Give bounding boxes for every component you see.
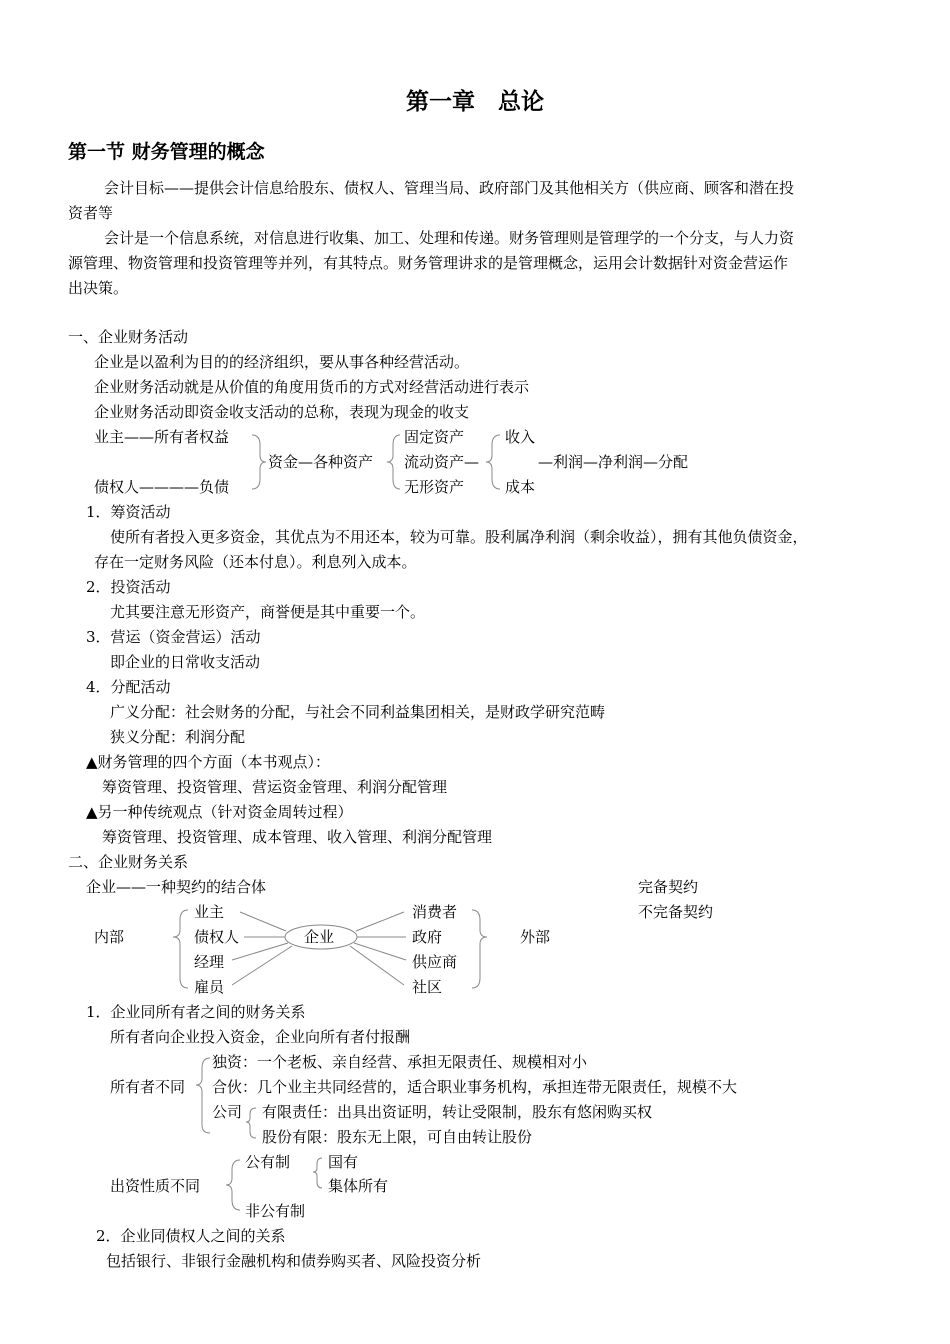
page-title: 第一章 总论	[406, 88, 544, 115]
partnership: 合伙：几个业主共同经营的，适合职业事务机构，承担连带无限责任，规模不大	[212, 1078, 738, 1096]
enterprise-node: 企业	[304, 928, 335, 946]
note1-line: 筹资管理、投资管理、营运资金管理、利润分配管理	[102, 778, 448, 796]
s1-heading: 1．企业同所有者之间的财务关系	[86, 1003, 306, 1021]
link-consumer	[356, 912, 404, 931]
external-government: 政府	[412, 928, 443, 946]
item-2-line-1: 尤其要注意无形资产，商誉便是其中重要一个。	[110, 603, 426, 621]
enterprise-ellipse	[285, 925, 357, 949]
intro-line-2: 资者等	[68, 204, 114, 222]
link-community	[350, 946, 404, 985]
contract-line: 企业——一种契约的结合体	[86, 878, 267, 896]
internal-creditor: 债权人	[194, 928, 240, 946]
item-1-line-2: 存在一定财务风险（还本付息）。利息列入成本。	[94, 553, 417, 571]
flow-creditor: 债权人————负债	[94, 478, 230, 496]
brace-public-types	[313, 1158, 322, 1188]
brace-external	[472, 910, 487, 988]
item-4-heading: 4．分配活动	[86, 678, 171, 696]
item-1-line-1: 使所有者投入更多资金，其优点为不用还本，较为可靠。股利属净利润（剩余收益），拥有其他负债资金，	[110, 528, 808, 546]
intro-line-5: 出决策。	[68, 279, 129, 297]
joint-stock: 股份有限：股东无上限，可自由转让股份	[262, 1128, 533, 1146]
nature-diff: 出资性质不同	[110, 1177, 201, 1195]
brace-assets	[387, 435, 400, 489]
public-ownership: 公有制	[245, 1153, 291, 1171]
brace-internal	[173, 910, 188, 988]
internal-manager: 经理	[194, 953, 225, 971]
part1-line-2: 企业财务活动就是从价值的角度用货币的方式对经营活动进行表示	[94, 378, 530, 396]
flow-current-assets: 流动资产—	[404, 453, 480, 471]
brace-owner-types	[196, 1058, 210, 1133]
flow-owner: 业主——所有者权益	[94, 428, 230, 446]
section-title: 第一节 财务管理的概念	[68, 141, 265, 163]
flow-income: 收入	[505, 428, 536, 446]
link-owner	[240, 912, 286, 931]
external-supplier: 供应商	[412, 953, 458, 971]
external-label: 外部	[520, 928, 551, 946]
brace-nature	[226, 1160, 240, 1210]
link-employee	[232, 946, 292, 985]
item-3-heading: 3．营运（资金营运）活动	[86, 628, 261, 646]
brace-company-types	[246, 1108, 256, 1138]
collective-owned: 集体所有	[328, 1177, 389, 1195]
complete-contract: 完备契约	[638, 878, 699, 896]
external-consumer: 消费者	[412, 903, 458, 921]
internal-owner: 业主	[194, 903, 225, 921]
link-manager	[232, 943, 288, 960]
note2-heading: ▲另一种传统观点（针对资金周转过程）	[86, 803, 353, 821]
item-4-line-1: 广义分配：社会财务的分配，与社会不同利益集团相关，是财政学研究范畴	[110, 703, 606, 721]
intro-line-1: 会计目标——提供会计信息给股东、债权人、管理当局、政府部门及其他相关方（供应商、顾客和潜在投	[104, 179, 795, 197]
flow-intangible-assets: 无形资产	[404, 478, 465, 496]
brace-income-cost	[486, 435, 500, 489]
flow-cost: 成本	[505, 478, 536, 496]
internal-employee: 雇员	[194, 978, 225, 996]
part1-heading: 一、企业财务活动	[68, 328, 189, 346]
s2-heading: 2．企业同债权人之间的关系	[96, 1227, 286, 1245]
item-3-line-1: 即企业的日常收支活动	[110, 653, 261, 671]
part2-heading: 二、企业财务关系	[68, 853, 189, 871]
intro-line-3: 会计是一个信息系统，对信息进行收集、加工、处理和传递。财务管理则是管理学的一个分支，与人力资	[104, 229, 795, 247]
brace-sources	[252, 435, 266, 489]
owner-diff: 所有者不同	[110, 1078, 186, 1096]
note2-line: 筹资管理、投资管理、成本管理、收入管理、利润分配管理	[102, 828, 493, 846]
non-public-ownership: 非公有制	[245, 1202, 306, 1220]
s1-line: 所有者向企业投入资金，企业向所有者付报酬	[110, 1028, 411, 1046]
item-2-heading: 2．投资活动	[86, 578, 171, 596]
incomplete-contract: 不完备契约	[638, 903, 714, 921]
link-supplier	[354, 943, 406, 960]
company: 公司	[212, 1103, 243, 1121]
flow-capital: 资金—各种资产	[268, 453, 374, 471]
s2-line: 包括银行、非银行金融机构和债券购买者、风险投资分析	[106, 1252, 482, 1270]
item-4-line-2: 狭义分配：利润分配	[110, 728, 246, 746]
note1-heading: ▲财务管理的四个方面（本书观点）：	[86, 753, 331, 771]
part1-line-1: 企业是以盈利为目的的经济组织，要从事各种经营活动。	[94, 353, 470, 371]
internal-label: 内部	[94, 928, 125, 946]
flow-profit: —利润—净利润—分配	[538, 453, 689, 471]
state-owned: 国有	[328, 1153, 359, 1171]
sole-proprietorship: 独资：一个老板、亲自经营、承担无限责任、规模相对小	[212, 1053, 588, 1071]
item-1-heading: 1．筹资活动	[86, 503, 171, 521]
intro-line-4: 源管理、物资管理和投资管理等并列，有其特点。财务管理讲求的是管理概念，运用会计数据针对资金营运作	[68, 254, 789, 272]
external-community: 社区	[412, 978, 443, 996]
part1-line-3: 企业财务活动即资金收支活动的总称，表现为现金的收支	[94, 403, 470, 421]
flow-fixed-assets: 固定资产	[404, 428, 465, 446]
limited-liability: 有限责任：出具出资证明，转让受限制，股东有悠闲购买权	[262, 1103, 653, 1121]
